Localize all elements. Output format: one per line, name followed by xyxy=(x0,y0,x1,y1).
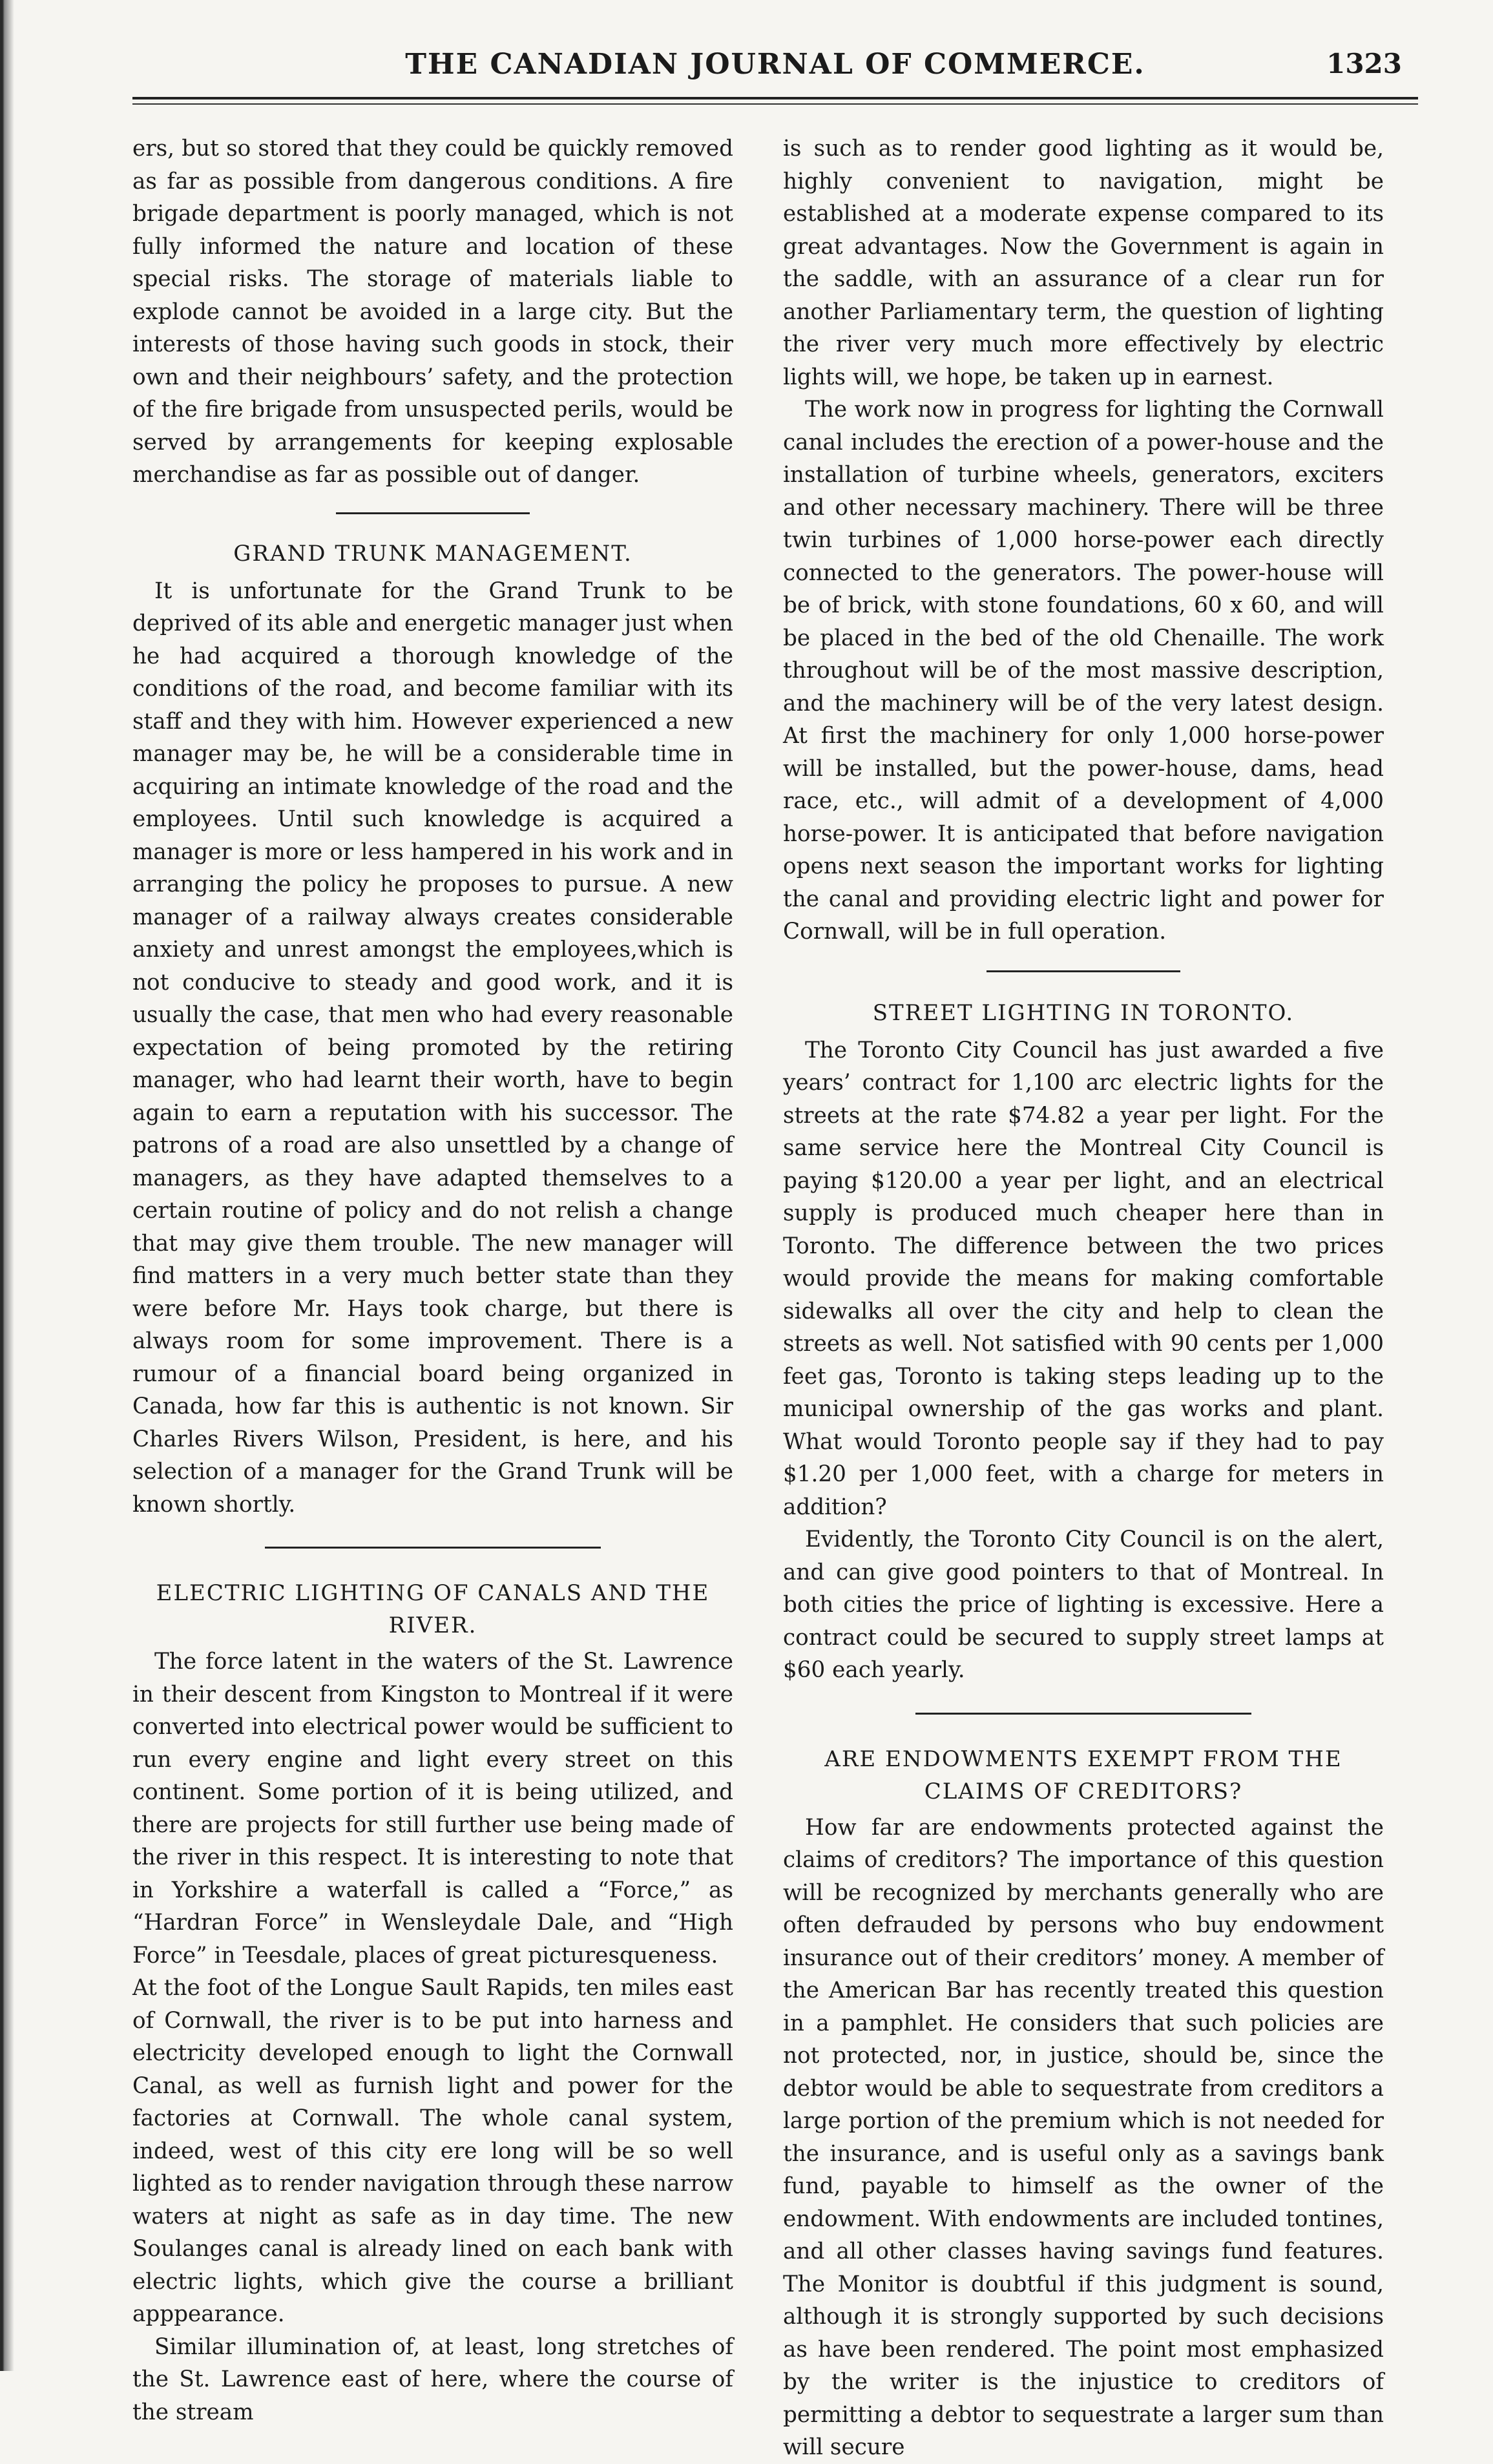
header-rule xyxy=(132,97,1418,99)
article-street-lighting-p1: The Toronto City Council has just awarded a five years’ contract for 1,100 arc electric lights for the streets at the rate $74.82 a year per light. For the same service here the Montreal City Council is paying $120.00 a year per light, and an electrical supply is produced much cheaper here than in Toronto. The difference between the two prices would provide the means for making comfortable sidewalks all over the city and help to clean the streets as well. Not satisfied with 90 cents per 1,000 feet gas, Toronto is taking steps leading up to the municipal ownership of the gas works and plant. What would Toronto people say if they had to pay $1.20 per 1,000 feet, with a charge for meters in addition? xyxy=(783,1037,1384,1520)
section-divider xyxy=(336,512,530,514)
section-heading-grand-trunk: GRAND TRUNK MANAGEMENT. xyxy=(233,540,632,567)
article-endowments: How far are endowments protected against the claims of creditors? The importance of this question will be recognized by merchants generally who are often defrauded by persons who buy endowment insurance out of their creditors’ money. A member of the American Bar has recently treated this question in a pamphlet. He considers that such policies are not protected, nor, in justice, should be, since the debtor would be able to sequestrate from creditors a large portion of the premium which is not needed for the insurance, and is useful only as a savings bank fund, payable to himself as the owner of the endowment. With endowments are included tontines, and all other classes having savings fund features. The Monitor is doubtful if this judgment is sound, although it is strongly supported by such decisions as have been rendered. The point most emphasized by the writer is the injustice to creditors of permitting a debtor to sequestrate a larger sum than will secure xyxy=(783,1814,1384,2460)
section-heading-electric-lighting: ELECTRIC LIGHTING OF CANALS AND THE RIVER. xyxy=(156,1580,710,1638)
section-divider xyxy=(265,1547,601,1549)
right-column xyxy=(783,132,1384,2464)
article-continuation: ers, but so stored that they could be quickly removed as far as possible from dangerous conditions. A fire brigade department is poorly managed, which is not fully informed the nature and location of these special risks. The storage of materials liable to explode cannot be avoided in a large city. But the interests of those having such goods in stock, their own and their neighbours’ safety, and the protection of the fire brigade from unsuspected perils, would be served by arrangements for keeping explosable merchandise as far as possible out of danger. xyxy=(132,136,733,488)
article-grand-trunk: It is unfortunate for the Grand Trunk to be deprived of its able and energetic manager just when he had acquired a thorough knowledge of the conditions of the road, and become familiar with its staff and they with him. However experienced a new manager may be, he will be a considerable time in acquiring an intimate knowledge of the road and the employees. Until such knowledge is acquired a manager is more or less hampered in his work and in arranging the policy he proposes to pursue. A new manager of a railway always creates considerable anxiety and unrest amongst the employees,which is not conducive to steady and good work, and it is usually the case, that men who had every reasonable expectation of being promoted by the retiring manager, who had learnt their worth, have to begin again to earn a reputation with his successor. The patrons of a road are also unsettled by a change of managers, as they have adapted themselves to a certain routine of policy and do not relish a change that may give them trouble. The new manager will find matters in a very much better state than they were before Mr. Hays took charge, but there is always room for some improvement. There is a rumour of a financial board being organized in Canada, how far this is authentic is not known. Sir Charles Rivers Wilson, President, is here, and his selection of a manager for the Grand Trunk will be known shortly. xyxy=(132,578,733,1518)
section-divider xyxy=(915,1713,1251,1715)
article-electric-lighting-p2: At the foot of the Longue Sault Rapids, ten miles east of Cornwall, the river is to be put into harness and electricity developed enough to light the Cornwall Canal, as well as furnish light and power for the factories at Cornwall. The whole canal system, indeed, west of this city ere long will be so well lighted as to render navigation through these narrow waters at night as safe as in day time. The new Soulanges canal is already lined on each bank with electric lights, which give the course a brilliant apppearance. xyxy=(132,1975,733,2327)
article-electric-lighting-continued: is such as to render good lighting as it would be, highly convenient to navigation, might be established at a moderate expense compared to its great advantages. Now the Government is again in the saddle, with an assurance of a clear run for another Parliamentary term, the question of lighting the river very much more effectively by electric lights will, we hope, be taken up in earnest. xyxy=(783,136,1384,390)
section-heading-street-lighting: STREET LIGHTING IN TORONTO. xyxy=(872,999,1295,1026)
journal-title: THE CANADIAN JOURNAL OF COMMERCE. xyxy=(405,48,1145,81)
article-electric-lighting-p1: The force latent in the waters of the St. Lawrence in their descent from Kingston to Montreal if it were converted into electrical power would be sufficient to run every engine and light every street on this continent. Some portion of it is being utilized, and there are projects for still further use being made of the river in this respect. It is interesting to note that in Yorkshire a waterfall is called a “Force,” as “Hardran Force” in Wensleydale Dale, and “High Force” in Teesdale, places of great picturesqueness. xyxy=(132,1649,733,1968)
left-column xyxy=(132,132,733,2428)
section-heading-endowments: ARE ENDOWMENTS EXEMPT FROM THE CLAIMS OF CREDITORS? xyxy=(824,1746,1342,1804)
page-edge xyxy=(0,0,14,2371)
header-rule-secondary xyxy=(132,103,1418,105)
article-street-lighting-p2: Evidently, the Toronto City Council is on the alert, and can give good pointers to that of Montreal. In both cities the price of lighting is excessive. Here a contract could be secured to supply street lamps at $60 each yearly. xyxy=(783,1527,1384,1683)
article-electric-lighting-p3: Similar illumination of, at least, long stretches of the St. Lawrence east of here, where the course of the stream xyxy=(132,2333,733,2425)
page-header xyxy=(132,39,1418,97)
section-divider xyxy=(987,970,1180,972)
article-cornwall-canal: The work now in progress for lighting the Cornwall canal includes the erection of a power-house and the installation of turbine wheels, generators, exciters and other necessary machinery. There will be three twin turbines of 1,000 horse-power each directly connected to the generators. The power-house will be of brick, with stone foundations, 60 x 60, and will be placed in the bed of the old Chenaille. The work throughout will be of the most massive description, and the machinery will be of the very latest design. At first the machinery for only 1,000 horse-power will be installed, but the power-house, dams, head race, etc., will admit of a development of 4,000 horse-power. It is anticipated that before navigation opens next season the important works for lighting the canal and providing electric light and power for Cornwall, will be in full operation. xyxy=(783,397,1384,945)
page-number: 1323 xyxy=(1326,48,1402,79)
